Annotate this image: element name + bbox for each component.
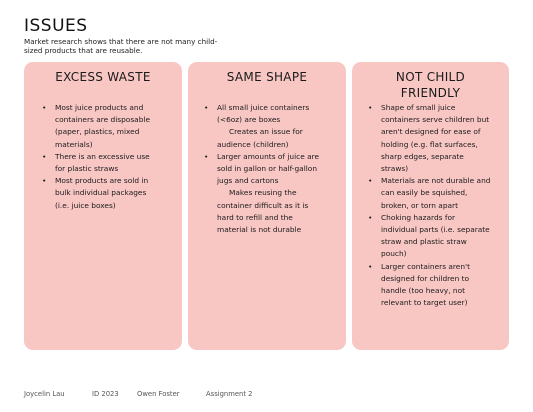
list-item: • Larger amounts of juice are sold in gallon or half-gallon jugs and cartons xyxy=(204,151,326,188)
list-item: • Shape of small juice containers serve children but aren't designed for ease of holding (e.g. flat surfaces, sharp edges, separate straws) xyxy=(368,102,493,175)
card-title: EXCESS WASTE xyxy=(55,70,151,84)
list-item: • Choking hazards for individual parts (i.e. separate straw and plastic straw pouch) xyxy=(368,212,493,261)
page-title: ISSUES xyxy=(24,16,88,36)
card-list xyxy=(204,102,326,236)
card-excess-waste xyxy=(24,62,182,350)
footer-course: ID 2023 xyxy=(92,390,119,398)
list-item: • Materials are not durable and can easily be squished, broken, or torn apart xyxy=(368,175,493,212)
list-item: Makes reusing the container difficult as it is hard to refill and the material is not durable xyxy=(217,188,309,235)
list-item: • There is an excessive use for plastic straws xyxy=(42,151,160,175)
card-title: SAME SHAPE xyxy=(226,70,308,84)
card-list xyxy=(368,102,493,309)
card-same-shape xyxy=(188,62,346,350)
footer-assignment: Assignment 2 xyxy=(206,390,253,398)
card-not-child-friendly xyxy=(352,62,509,350)
card-title: NOT CHILD FRIENDLY xyxy=(395,70,466,100)
page-subtitle: Market research shows that there are not many child-sized products that are reusable. xyxy=(24,37,218,55)
footer-author: Joycelin Lau xyxy=(24,390,65,398)
footer-instructor: Owen Foster xyxy=(137,390,180,398)
list-item: • Larger containers aren't designed for children to handle (too heavy, not relevant to target user) xyxy=(368,261,493,310)
list-item: • Most juice products and containers are disposable (paper, plastics, mixed materials) xyxy=(42,102,160,151)
list-item: • Most products are sold in bulk individual packages (i.e. juice boxes) xyxy=(42,175,160,212)
list-item: • All small juice containers (<6oz) are boxes xyxy=(204,102,326,126)
card-list xyxy=(42,102,160,212)
list-item: Creates an issue for audience (children) xyxy=(217,127,303,149)
